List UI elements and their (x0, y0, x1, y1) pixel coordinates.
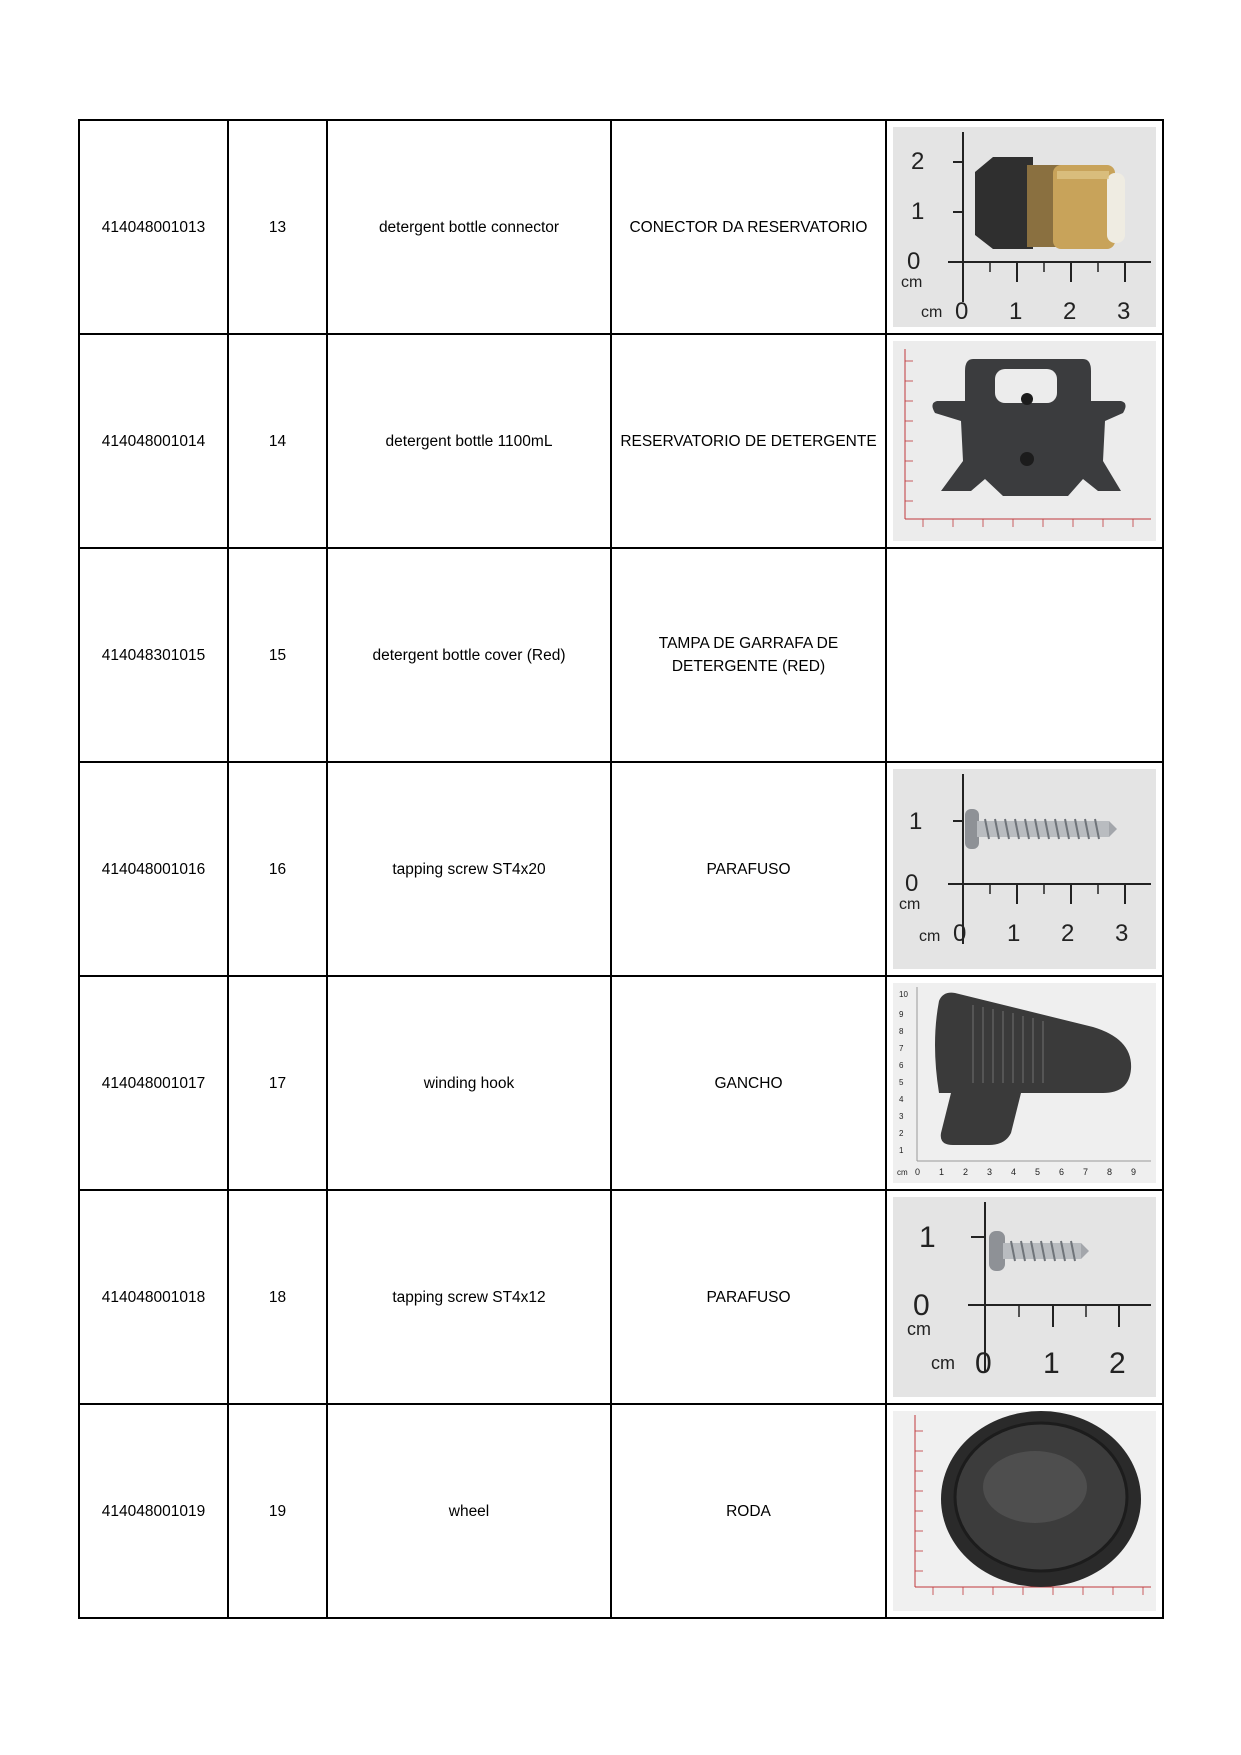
part-photo-cell (886, 1190, 1163, 1404)
ruler-y-label: 0 (913, 1289, 930, 1322)
ruler-x-label: 0 (955, 298, 969, 325)
ruler-y-label: 8 (899, 1027, 904, 1036)
ruler-y-label: 4 (899, 1095, 904, 1104)
ruler-x-label: 2 (1063, 298, 1077, 325)
parts-table (78, 119, 1164, 1619)
part-code: 414048001013 (79, 120, 228, 334)
ruler-y-label: 6 (899, 1061, 904, 1070)
part-code: 414048301015 (79, 548, 228, 762)
ruler-y-label: 9 (899, 1010, 904, 1019)
parts-sheet (78, 119, 1162, 1619)
ruler-unit-label: cm (907, 1319, 931, 1339)
part-position: 19 (228, 1404, 327, 1618)
ruler-unit-label: cm (931, 1353, 955, 1373)
table-row (79, 1404, 1163, 1618)
table-row (79, 762, 1163, 976)
detergent-bottle-connector-photo (893, 127, 1156, 327)
empty-photo-placeholder (893, 555, 1156, 755)
ruler-x-label: 7 (1083, 1167, 1089, 1177)
part-photo-cell (886, 334, 1163, 548)
ruler-y-label: 1 (919, 1221, 936, 1254)
ruler-x-label: 1 (1009, 298, 1023, 325)
table-row (79, 548, 1163, 762)
ruler-x-label: 6 (1059, 1167, 1065, 1177)
ruler-x-label: 3 (1115, 920, 1129, 947)
part-code: 414048001017 (79, 976, 228, 1190)
ruler-unit-label: cm (901, 274, 923, 291)
wheel-photo (893, 1411, 1156, 1611)
ruler-x-label: 0 (915, 1167, 921, 1177)
ruler-x-label: 0 (953, 920, 967, 947)
ruler-x-label: 2 (1109, 1347, 1126, 1380)
table-row (79, 120, 1163, 334)
part-description-en: tapping screw ST4x20 (327, 762, 611, 976)
ruler-x-label: 2 (1061, 920, 1075, 947)
ruler-y-label: 3 (899, 1112, 904, 1121)
part-photo-cell (886, 120, 1163, 334)
ruler-y-label: 0 (905, 870, 919, 897)
part-photo-cell (886, 1404, 1163, 1618)
part-description-pt: GANCHO (611, 976, 886, 1190)
part-position: 15 (228, 548, 327, 762)
ruler-unit-label: cm (919, 928, 941, 945)
part-photo-cell (886, 762, 1163, 976)
part-description-pt: RODA (611, 1404, 886, 1618)
ruler-x-label: 2 (963, 1167, 969, 1177)
part-photo-cell (886, 976, 1163, 1190)
part-description-pt: PARAFUSO (611, 762, 886, 976)
ruler-y-label: 5 (899, 1078, 904, 1087)
ruler-x-label: 1 (1043, 1347, 1060, 1380)
ruler-y-label: 0 (907, 248, 921, 275)
table-row (79, 334, 1163, 548)
part-code: 414048001014 (79, 334, 228, 548)
tapping-screw-st4x20-photo (893, 769, 1156, 969)
part-description-en: detergent bottle connector (327, 120, 611, 334)
part-position: 13 (228, 120, 327, 334)
ruler-x-label: 5 (1035, 1167, 1041, 1177)
table-row (79, 976, 1163, 1190)
part-code: 414048001016 (79, 762, 228, 976)
part-description-pt: CONECTOR DA RESERVATORIO (611, 120, 886, 334)
part-photo-cell (886, 548, 1163, 762)
ruler-x-label: 3 (1117, 298, 1131, 325)
ruler-x-label: 1 (1007, 920, 1021, 947)
part-description-pt: TAMPA DE GARRAFA DE DETERGENTE (RED) (611, 548, 886, 762)
part-description-en: tapping screw ST4x12 (327, 1190, 611, 1404)
ruler-unit-label: cm (899, 896, 921, 913)
part-description-en: wheel (327, 1404, 611, 1618)
ruler-y-label: 7 (899, 1044, 904, 1053)
part-description-en: winding hook (327, 976, 611, 1190)
ruler-x-label: 9 (1131, 1167, 1137, 1177)
ruler-x-label: 3 (987, 1167, 993, 1177)
part-description-en: detergent bottle cover (Red) (327, 548, 611, 762)
ruler-y-label: 1 (909, 808, 923, 835)
part-description-pt: PARAFUSO (611, 1190, 886, 1404)
part-description-en: detergent bottle 1100mL (327, 334, 611, 548)
part-code: 414048001018 (79, 1190, 228, 1404)
ruler-y-label: 1 (899, 1146, 904, 1155)
ruler-unit-label: cm (921, 304, 943, 321)
ruler-y-label: 2 (911, 148, 925, 175)
winding-hook-photo (893, 983, 1156, 1183)
tapping-screw-st4x12-photo (893, 1197, 1156, 1397)
part-position: 17 (228, 976, 327, 1190)
ruler-y-label: 10 (899, 990, 908, 999)
part-code: 414048001019 (79, 1404, 228, 1618)
table-row (79, 1190, 1163, 1404)
part-position: 14 (228, 334, 327, 548)
ruler-y-label: 2 (899, 1129, 904, 1138)
part-description-pt: RESERVATORIO DE DETERGENTE (611, 334, 886, 548)
part-position: 16 (228, 762, 327, 976)
ruler-x-label: 8 (1107, 1167, 1113, 1177)
detergent-bottle-photo (893, 341, 1156, 541)
ruler-y-label: 1 (911, 198, 925, 225)
part-position: 18 (228, 1190, 327, 1404)
ruler-x-label: 0 (975, 1347, 992, 1380)
ruler-x-label: 4 (1011, 1167, 1017, 1177)
ruler-unit-label: cm (897, 1168, 908, 1177)
ruler-x-label: 1 (939, 1167, 945, 1177)
